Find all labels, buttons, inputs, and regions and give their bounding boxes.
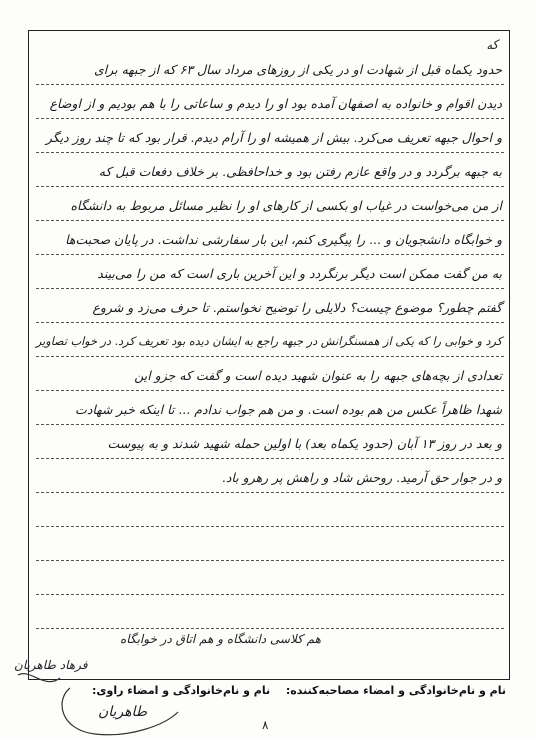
handwritten-line: به جبهه برگردد و در واقع عازم رفتن بود و خداحافظی. بر خلاف دفعات قبل که — [98, 164, 502, 179]
handwritten-line: تعدادی از بچه‌های جبهه را به عنوان شهید دیده است و گفت که جزو این — [134, 368, 502, 383]
signature-stroke — [62, 688, 178, 735]
handwritten-line: و احوال جبهه تعریف می‌کرد. بیش از همیشه او را آرام دیدم. قرار بود که تا چند روز دیگر — [45, 130, 502, 145]
signature-note: هم کلاسی دانشگاه و هم اتاق در خوابگاه — [120, 632, 321, 646]
interviewer-signature: فرهاد طاهریان — [14, 658, 88, 672]
page-number: ۸ — [262, 718, 269, 732]
handwritten-line: شهدا ظاهراً عکس من هم بوده است. و من هم جواب ندادم ... تا اینکه خبر شهادت — [75, 402, 502, 417]
handwritten-line: کرد و خوابی را که یکی از همسنگرانش در جبهه راجع به ایشان دیده بود تعریف کرد. در خواب تصاویر — [35, 334, 502, 348]
handwritten-line: از من می‌خواست در غیاب او بکسی از کارهای او را نظیر مسائل مربوط به دانشگاه — [70, 198, 502, 213]
corner-mark: که — [485, 37, 499, 53]
handwritten-line: و در جوار حق آرمید. روحش شاد و راهش پر رهرو باد. — [221, 470, 502, 485]
signature-stroke — [18, 674, 60, 682]
handwritten-line: و خوابگاه دانشجویان و ... را پیگیری کنم، این بار سفارشی نداشت. در پایان صحبت‌ها — [65, 232, 502, 247]
handwritten-line: و بعد در روز ۱۳ آبان (حدود یکماه بعد) با اولین حمله شهید شدند و به پیوست — [107, 436, 502, 451]
interviewer-label: نام و نام‌خانوادگی و امضاء مصاحبه‌کننده: — [285, 684, 506, 697]
handwritten-line: دیدن اقوام و خانواده به اصفهان آمده بود او را دیدم و ساعاتی را با هم بودیم و از اوضاع — [49, 96, 502, 111]
narrator-label: نام و نام‌خانوادگی و امضاء راوی: — [92, 684, 271, 697]
handwritten-line: حدود یکماه قبل از شهادت او در یکی از روزهای مرداد سال ۶۳ که از جبهه برای — [93, 62, 502, 77]
narrator-signature: طاهریان — [98, 704, 147, 720]
handwritten-line: گفتم چطور؟ موضوع چیست؟ دلایلی را توضیح نخواستم. تا حرف می‌زد و شروع — [92, 300, 502, 315]
handwritten-line: به من گفت ممکن است دیگر برنگردد و این آخرین باری است که من را می‌بیند — [97, 266, 502, 281]
